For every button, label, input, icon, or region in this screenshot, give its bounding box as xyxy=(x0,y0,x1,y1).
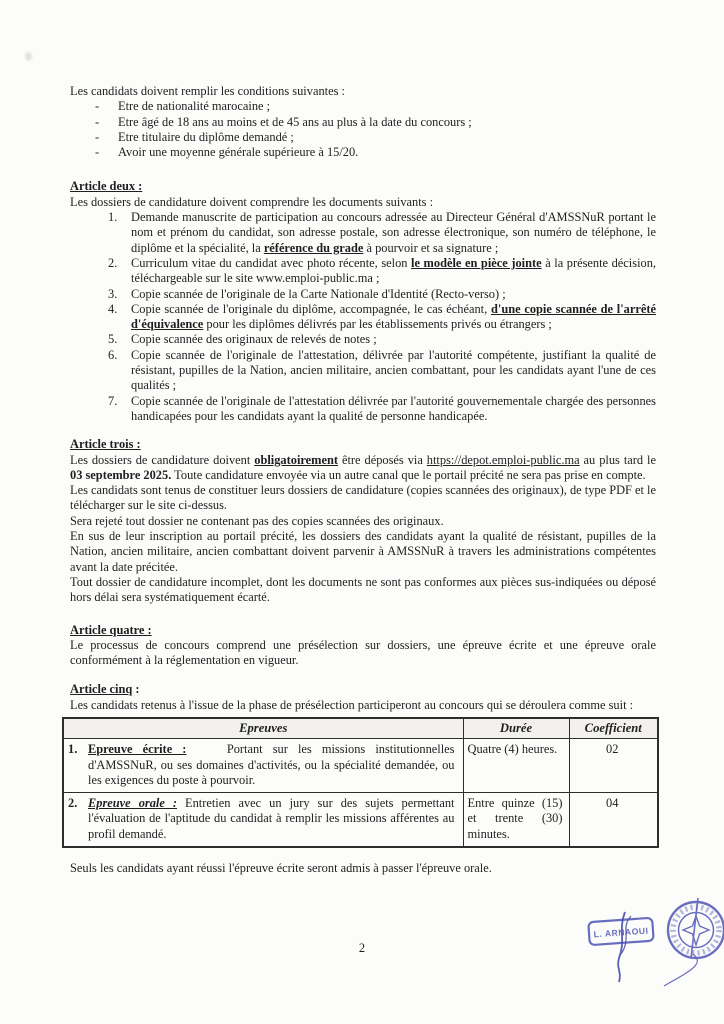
list-item xyxy=(70,145,656,160)
conditions-lead: Les candidats doivent remplir les conditions suivantes : xyxy=(70,84,345,98)
item-number: 5. xyxy=(108,332,118,347)
paragraph: Sera rejeté tout dossier ne contenant pas des copies scannées des originaux. xyxy=(70,513,444,528)
column-header-epreuves: Epreuves xyxy=(63,718,463,739)
condition-text: Etre titulaire du diplôme demandé ; xyxy=(118,129,294,144)
duree-cell: Entre quinze (15) et trente (30) minutes. xyxy=(463,793,569,847)
list-item xyxy=(70,130,656,145)
row-number: 2. xyxy=(68,796,78,811)
item-number: 2. xyxy=(108,255,118,270)
article-quatre-heading: Article quatre : xyxy=(70,622,152,637)
section-article-trois xyxy=(70,437,656,605)
row-number: 1. xyxy=(68,742,78,757)
list-item xyxy=(70,302,656,333)
table-header-row xyxy=(63,718,658,739)
dash-marker: - xyxy=(95,145,100,160)
item-text: Curriculum vitae du candidat avec photo récente, selon le modèle en pièce jointe à la présente décision, téléchargeable sur le site www.emploi-public.ma ; xyxy=(131,255,657,286)
name-stamp xyxy=(585,908,667,988)
epreuve-text: Epreuve orale : Entretien avec un jury sur des sujets permettant l'évaluation de l'aptitude du candidat à remplir les missions afférentes au profil demandé. xyxy=(88,796,455,841)
article-deux-lead: Les dossiers de candidature doivent comprendre les documents suivants : xyxy=(70,194,434,209)
item-text: Copie scannée de l'originale de la Carte Nationale d'Identité (Recto-verso) ; xyxy=(131,286,506,301)
list-item xyxy=(70,332,656,347)
page-number: 2 xyxy=(358,941,366,955)
paragraph: Les dossiers de candidature doivent obligatoirement être déposés via https://depot.emploi-public.ma au plus tard le 03 septembre 2025. Toute candidature envoyée via un autre canal que le portail précité ne sera pas prise en compte. xyxy=(70,452,656,482)
item-number: 4. xyxy=(108,301,118,316)
condition-text: Etre de nationalité marocaine ; xyxy=(118,99,271,114)
paragraph: Les candidats retenus à l'issue de la phase de présélection participeront au concours qui se déroulera comme suit : xyxy=(70,697,634,712)
coefficient-cell: 02 xyxy=(569,739,658,793)
list-item xyxy=(70,210,656,256)
list-item xyxy=(70,348,656,394)
footer-note: Seuls les candidats ayant réussi l'épreuve écrite seront admis à passer l'épreuve orale. xyxy=(70,861,492,876)
item-text: Copie scannée de l'originale du diplôme, accompagnée, le cas échéant, d'une copie scannée de l'arrêté d'équivalence pour les diplômes délivrés par les établissements privés ou étrangers ; xyxy=(131,301,657,332)
list-item xyxy=(70,394,656,425)
section-article-quatre xyxy=(70,623,656,669)
list-item xyxy=(70,287,656,302)
item-text: Demande manuscrite de participation au concours adressée au Directeur Général d'AMSSNuR portant le nom et prénom du candidat, son adresse postale, son adresse électronique, son numéro de téléphone, le diplôme et la spécialité, la référence du grade à pourvoir et sa signature ; xyxy=(131,210,656,255)
item-number: 3. xyxy=(108,286,118,301)
paragraph: Le processus de concours comprend une présélection sur dossiers, une épreuve écrite et une épreuve orale conformément à la réglementation en vigueur. xyxy=(70,637,656,668)
paragraph: Les candidats sont tenus de constituer leurs dossiers de candidature (copies scannées des originaux), de type PDF et le télécharger sur le site ci-dessus. xyxy=(70,483,656,513)
signature-strokes xyxy=(618,912,631,982)
document-content xyxy=(70,84,656,876)
list-item xyxy=(70,256,656,287)
dash-marker: - xyxy=(95,129,100,144)
article-deux-heading: Article deux : xyxy=(70,179,143,194)
condition-text: Avoir une moyenne générale supérieure à 15/20. xyxy=(118,145,359,160)
paragraph: En sus de leur inscription au portail précité, les dossiers des candidats ayant la qualité de résistant, pupilles de la Nation, ancien militaire, ancien combattant doivent parvenir à AMSSNuR à travers les administrations compétentes avant la date précitée. xyxy=(70,529,656,574)
section-article-deux xyxy=(70,179,656,424)
duree-cell: Quatre (4) heures. xyxy=(463,739,569,793)
item-number: 6. xyxy=(108,347,118,362)
list-item xyxy=(70,115,656,130)
item-number: 1. xyxy=(108,210,118,225)
article-trois-heading: Article trois : xyxy=(70,437,141,452)
item-text: Copie scannée de l'originale de l'attestation délivrée par l'autorité gouvernementale chargée des personnes handicapées pour les candidats ayant la qualité de personne handicapée. xyxy=(131,393,656,423)
epreuve-text: Epreuve écrite : Portant sur les missions institutionnelles d'AMSSNuR, ou ses domaines d'activités, ou la spécialité demandée, ou les exigences du poste à pourvoir. xyxy=(88,742,455,787)
table-row xyxy=(63,739,658,793)
condition-text: Etre âgé de 18 ans au moins et de 45 ans au plus à la date du concours ; xyxy=(118,114,472,129)
exams-table xyxy=(62,717,659,848)
section-article-cinq xyxy=(70,682,656,713)
item-text: Copie scannée des originaux de relevés de notes ; xyxy=(131,332,377,347)
item-number: 7. xyxy=(108,393,118,408)
round-stamp xyxy=(656,894,724,994)
epreuve-cell xyxy=(63,739,463,793)
conditions-list xyxy=(70,99,656,160)
documents-list xyxy=(70,210,656,424)
coefficient-cell: 04 xyxy=(569,793,658,847)
scan-artifact xyxy=(25,52,32,61)
list-item xyxy=(70,99,656,114)
table-row xyxy=(63,793,658,847)
column-header-coefficient: Coefficient xyxy=(569,718,658,739)
dash-marker: - xyxy=(95,114,100,129)
paragraph: Tout dossier de candidature incomplet, dont les documents ne sont pas conformes aux pièces sus-indiquées ou déposé hors délai sera systématiquement écarté. xyxy=(70,574,656,605)
dash-marker: - xyxy=(95,99,100,114)
column-header-duree: Durée xyxy=(463,718,569,739)
article-cinq-heading: Article cinq : xyxy=(70,682,140,697)
epreuve-cell xyxy=(63,793,463,847)
item-text: Copie scannée de l'originale de l'attestation, délivrée par l'autorité compétente, justifiant la qualité de résistant, pupilles de la Nation, ancien militaire, ancien combattant, pour les candidats ayant l'une de ces qualités ; xyxy=(131,347,656,393)
name-stamp-text: L. ARNAOUI xyxy=(593,925,649,940)
